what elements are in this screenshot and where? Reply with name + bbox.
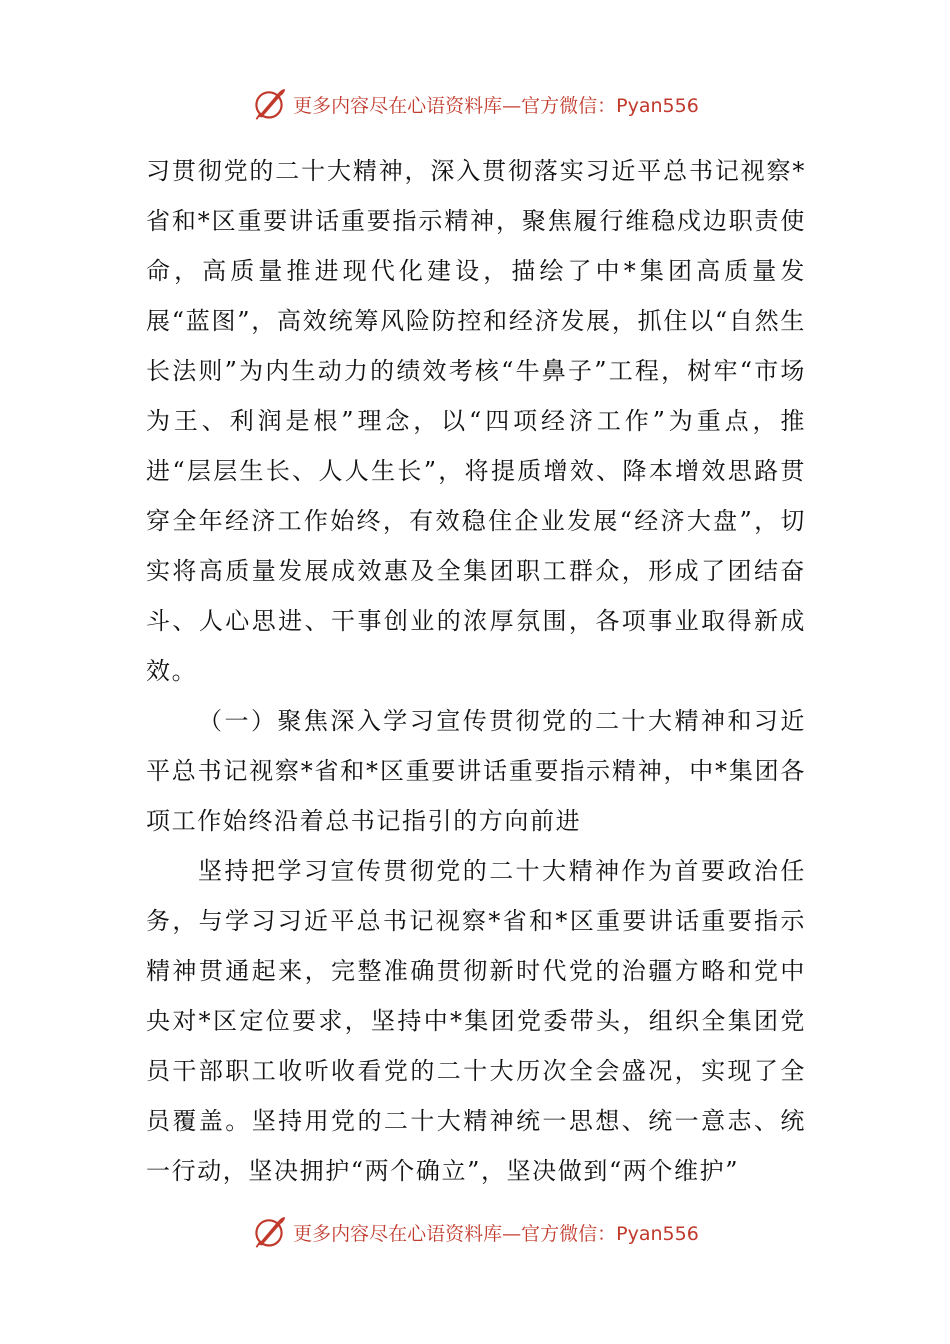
document-body: [146, 146, 806, 1196]
quill-pen-logo-icon: [251, 86, 287, 122]
header-watermark-banner: [0, 84, 950, 124]
body-paragraph-1: 习贯彻党的二十大精神，深入贯彻落实习近平总书记视察*省和*区重要讲话重要指示精神，聚焦履行维稳戍边职责使命，高质量推进现代化建设，描绘了中*集团高质量发展“蓝图”，高效统筹风险防控和经济发展，抓住以“自然生长法则”为内生动力的绩效考核“牛鼻子”工程，树牢“市场为王、利润是根”理念，以“四项经济工作”为重点，推进“层层生长、人人生长”，将提质增效、降本增效思路贯穿全年经济工作始终，有效稳住企业发展“经济大盘”，切实将高质量发展成效惠及全集团职工群众，形成了团结奋斗、人心思进、干事创业的浓厚氛围，各项事业取得新成效。: [146, 157, 806, 685]
section-heading-1: （一）聚焦深入学习宣传贯彻党的二十大精神和习近平总书记视察*省和*区重要讲话重要指示精神，中*集团各项工作始终沿着总书记指引的方向前进: [146, 707, 806, 835]
header-banner-text: 更多内容尽在心语资料库—官方微信：Pyan556: [293, 94, 699, 117]
footer-watermark-banner: [0, 1212, 950, 1252]
body-paragraph-2: 坚持把学习宣传贯彻党的二十大精神作为首要政治任务，与学习习近平总书记视察*省和*区重要讲话重要指示精神贯通起来，完整准确贯彻新时代党的治疆方略和党中央对*区定位要求，坚持中*集团党委带头，组织全集团党员干部职工收听收看党的二十大历次全会盛况，实现了全员覆盖。坚持用党的二十大精神统一思想、统一意志、统一行动，坚决拥护“两个确立”，坚决做到“两个维护”: [146, 857, 806, 1185]
footer-banner-text: 更多内容尽在心语资料库—官方微信：Pyan556: [293, 1222, 699, 1245]
quill-pen-logo-icon: [251, 1214, 287, 1250]
